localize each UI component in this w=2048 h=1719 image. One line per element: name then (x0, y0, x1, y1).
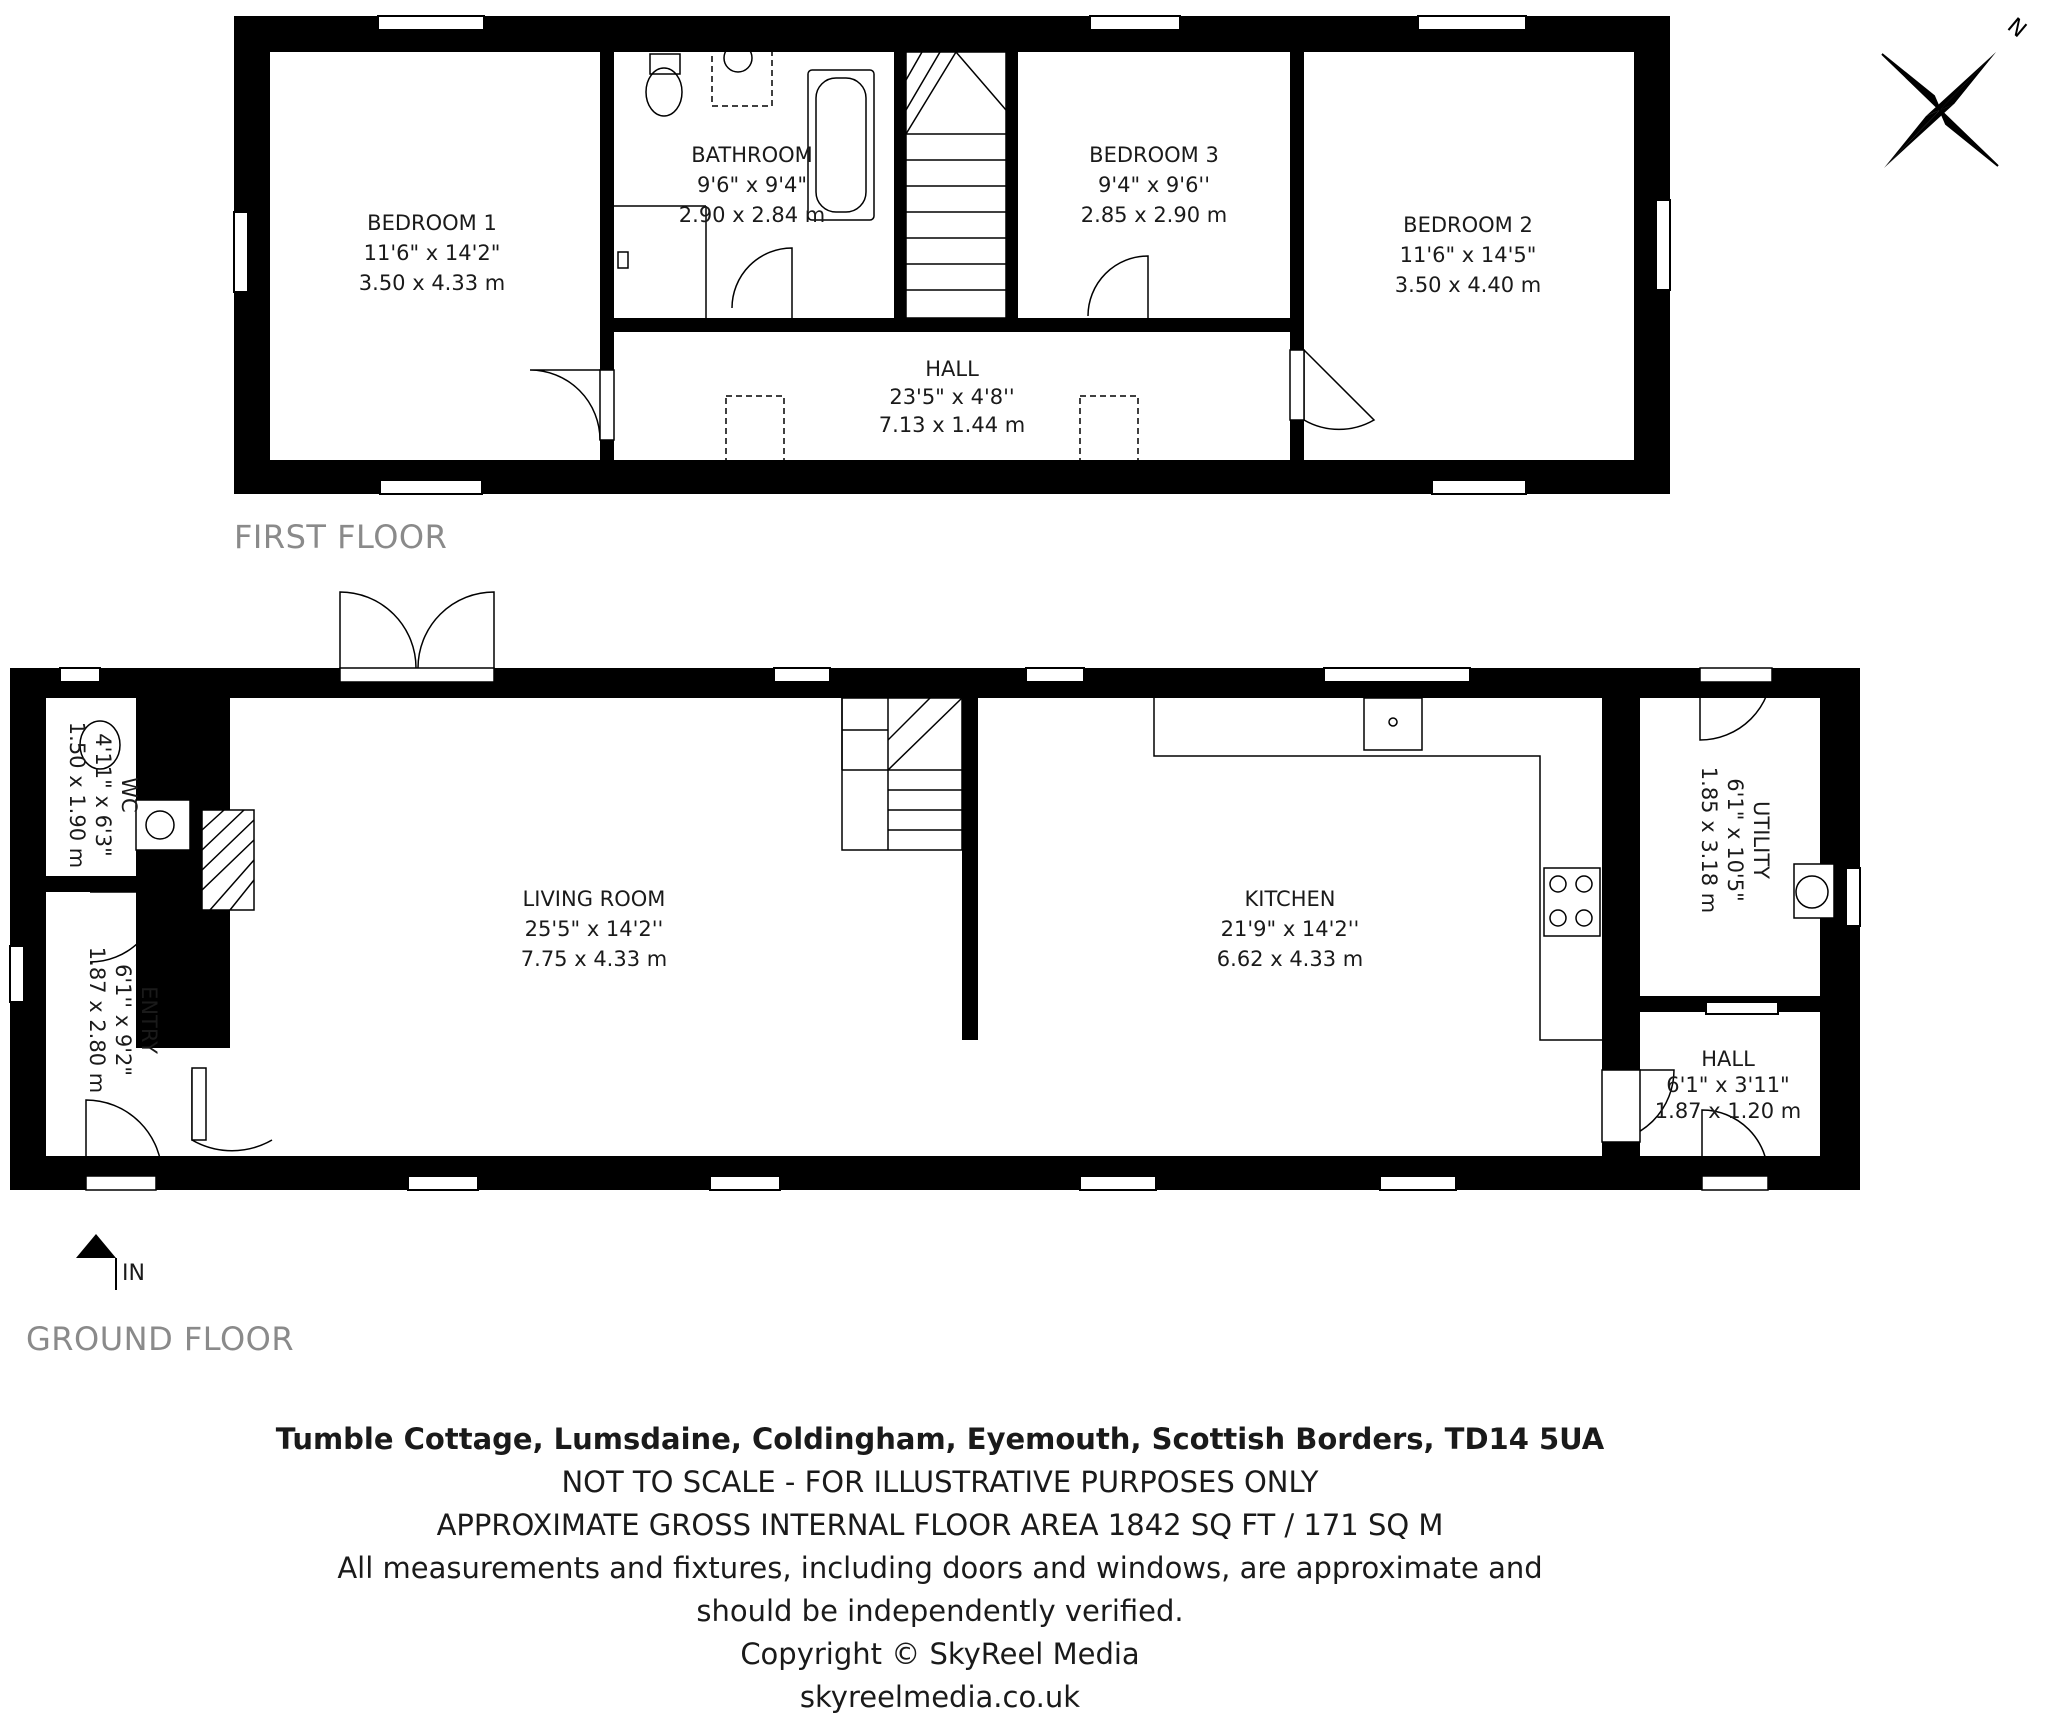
room-name: KITCHEN (1244, 887, 1336, 911)
room-bathroom (679, 143, 825, 227)
property-address: Tumble Cottage, Lumsdaine, Coldingham, Eyemouth, Scottish Borders, TD14 5UA (275, 1422, 1605, 1456)
first-floor-stairs (906, 52, 1006, 318)
room-name: LIVING ROOM (522, 887, 666, 911)
ground-floor-windows (10, 668, 1860, 1190)
room-bedroom-1 (359, 211, 505, 295)
entrance-marker (76, 1234, 145, 1290)
room-name: BEDROOM 2 (1403, 213, 1533, 237)
room-imperial: 11'6" x 14'5" (1399, 243, 1537, 267)
room-metric: 1.50 x 1.90 m (65, 721, 89, 869)
room-name: HALL (1701, 1047, 1755, 1071)
room-wc (65, 722, 141, 868)
first-floor-plan (234, 16, 1670, 556)
copyright: Copyright © SkyReel Media (740, 1637, 1140, 1671)
website: skyreelmedia.co.uk (799, 1680, 1081, 1714)
french-doors (340, 592, 494, 682)
first-floor-doors (530, 248, 1374, 440)
room-name: WC (117, 777, 141, 813)
ground-floor-doors (86, 668, 1772, 1190)
room-metric: 7.75 x 4.33 m (520, 947, 668, 971)
room-name: BEDROOM 3 (1089, 143, 1219, 167)
room-bedroom-2 (1395, 213, 1541, 297)
disclaimer-measurements: All measurements and fixtures, including doors and windows, are approximate and (337, 1551, 1543, 1585)
room-name: BEDROOM 1 (367, 211, 497, 235)
room-metric: 2.90 x 2.84 m (678, 203, 826, 227)
ground-floor-walls (10, 668, 1860, 1190)
room-imperial: 6'1" x 3'11" (1666, 1073, 1790, 1097)
room-name: UTILITY (1749, 801, 1773, 879)
compass-label: N (2002, 13, 2031, 44)
fireplace (202, 810, 254, 910)
basins (80, 721, 1834, 918)
room-imperial: 9'6" x 9'4" (696, 173, 808, 197)
footer (0, 1418, 1880, 1719)
room-metric: 1.87 x 1.20 m (1654, 1099, 1802, 1123)
disclaimer-scale: NOT TO SCALE - FOR ILLUSTRATIVE PURPOSES ONLY (561, 1465, 1319, 1499)
room-name: ENTRY (137, 986, 161, 1054)
room-imperial: 23'5" x 4'8'' (889, 385, 1015, 409)
room-imperial: 9'4" x 9'6'' (1098, 173, 1210, 197)
room-imperial: 4'11" x 6'3" (91, 733, 115, 857)
room-imperial: 6'1'' x 9'2" (111, 964, 135, 1076)
ground-floor-stairs (842, 698, 962, 850)
room-metric: 3.50 x 4.40 m (1394, 273, 1542, 297)
room-hall-ground (1655, 1047, 1801, 1123)
kitchen-units (1154, 698, 1602, 1040)
room-metric: 1.87 x 2.80 m (85, 946, 109, 1094)
compass-rose-icon (1882, 13, 2031, 168)
room-imperial: 25'5" x 14'2'' (524, 917, 664, 941)
room-metric: 2.85 x 2.90 m (1080, 203, 1228, 227)
room-bedroom-3 (1081, 143, 1227, 227)
room-metric: 3.50 x 4.33 m (358, 271, 506, 295)
entrance-label: IN (122, 1261, 145, 1286)
room-name: BATHROOM (691, 143, 813, 167)
room-living (521, 887, 667, 971)
room-imperial: 21'9" x 14'2'' (1220, 917, 1360, 941)
room-hall-first (879, 357, 1025, 437)
room-imperial: 6'1" x 10'5" (1723, 778, 1747, 902)
disclaimer-verify: should be independently verified. (696, 1594, 1184, 1628)
ground-floor-label: GROUND FLOOR (26, 1320, 295, 1358)
ground-floor-plan (10, 592, 1860, 1358)
room-metric: 7.13 x 1.44 m (878, 413, 1026, 437)
room-imperial: 11'6" x 14'2" (363, 241, 501, 265)
room-metric: 6.62 x 4.33 m (1216, 947, 1364, 971)
first-floor-label: FIRST FLOOR (234, 518, 448, 556)
room-name: HALL (925, 357, 979, 381)
room-metric: 1.85 x 3.18 m (1697, 766, 1721, 914)
room-kitchen (1217, 887, 1363, 971)
floor-area: APPROXIMATE GROSS INTERNAL FLOOR AREA 1842 SQ FT / 171 SQ M (436, 1508, 1444, 1542)
room-utility (1697, 767, 1773, 913)
entrance-arrow-icon (76, 1234, 116, 1258)
